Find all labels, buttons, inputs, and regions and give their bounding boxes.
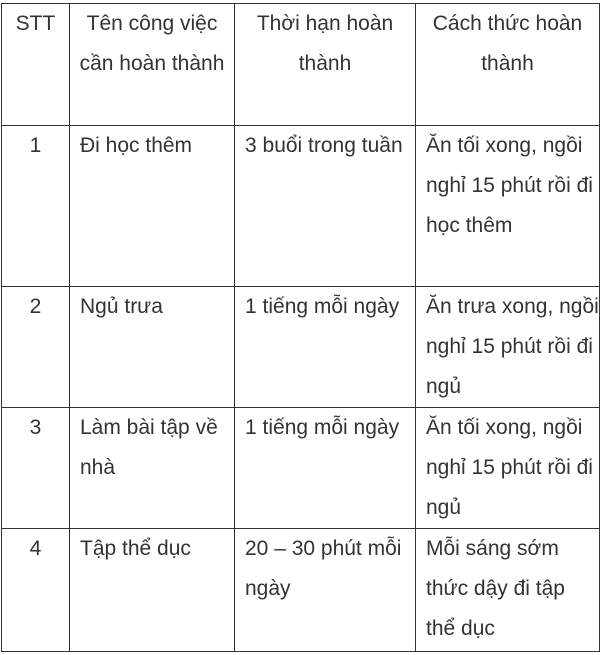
task-table [1, 3, 600, 652]
row-task-name: Đi học thêm [70, 126, 235, 287]
table-row [2, 408, 600, 529]
table-row [2, 529, 600, 652]
table-row [2, 126, 600, 287]
header-method: Cách thức hoàn thành [416, 4, 600, 126]
row-deadline: 1 tiếng mỗi ngày [235, 408, 416, 529]
table-row [2, 287, 600, 408]
row-stt: 3 [2, 408, 70, 529]
row-method: Mỗi sáng sớm thức dậy đi tập thể dục [416, 529, 600, 652]
header-task-name: Tên công việc cần hoàn thành [70, 4, 235, 126]
header-deadline: Thời hạn hoàn thành [235, 4, 416, 126]
row-deadline: 1 tiếng mỗi ngày [235, 287, 416, 408]
row-stt: 4 [2, 529, 70, 652]
header-row [2, 4, 600, 126]
row-task-name: Ngủ trưa [70, 287, 235, 408]
row-method: Ăn tối xong, ngồi nghỉ 15 phút rồi đi học thêm [416, 126, 600, 287]
row-method: Ăn tối xong, ngồi nghỉ 15 phút rồi đi ngủ [416, 408, 600, 529]
row-stt: 2 [2, 287, 70, 408]
row-deadline: 3 buổi trong tuần [235, 126, 416, 287]
row-stt: 1 [2, 126, 70, 287]
row-method: Ăn trưa xong, ngồi nghỉ 15 phút rồi đi ngủ [416, 287, 600, 408]
header-stt: STT [2, 4, 70, 126]
row-task-name: Tập thể dục [70, 529, 235, 652]
row-deadline: 20 – 30 phút mỗi ngày [235, 529, 416, 652]
row-task-name: Làm bài tập về nhà [70, 408, 235, 529]
